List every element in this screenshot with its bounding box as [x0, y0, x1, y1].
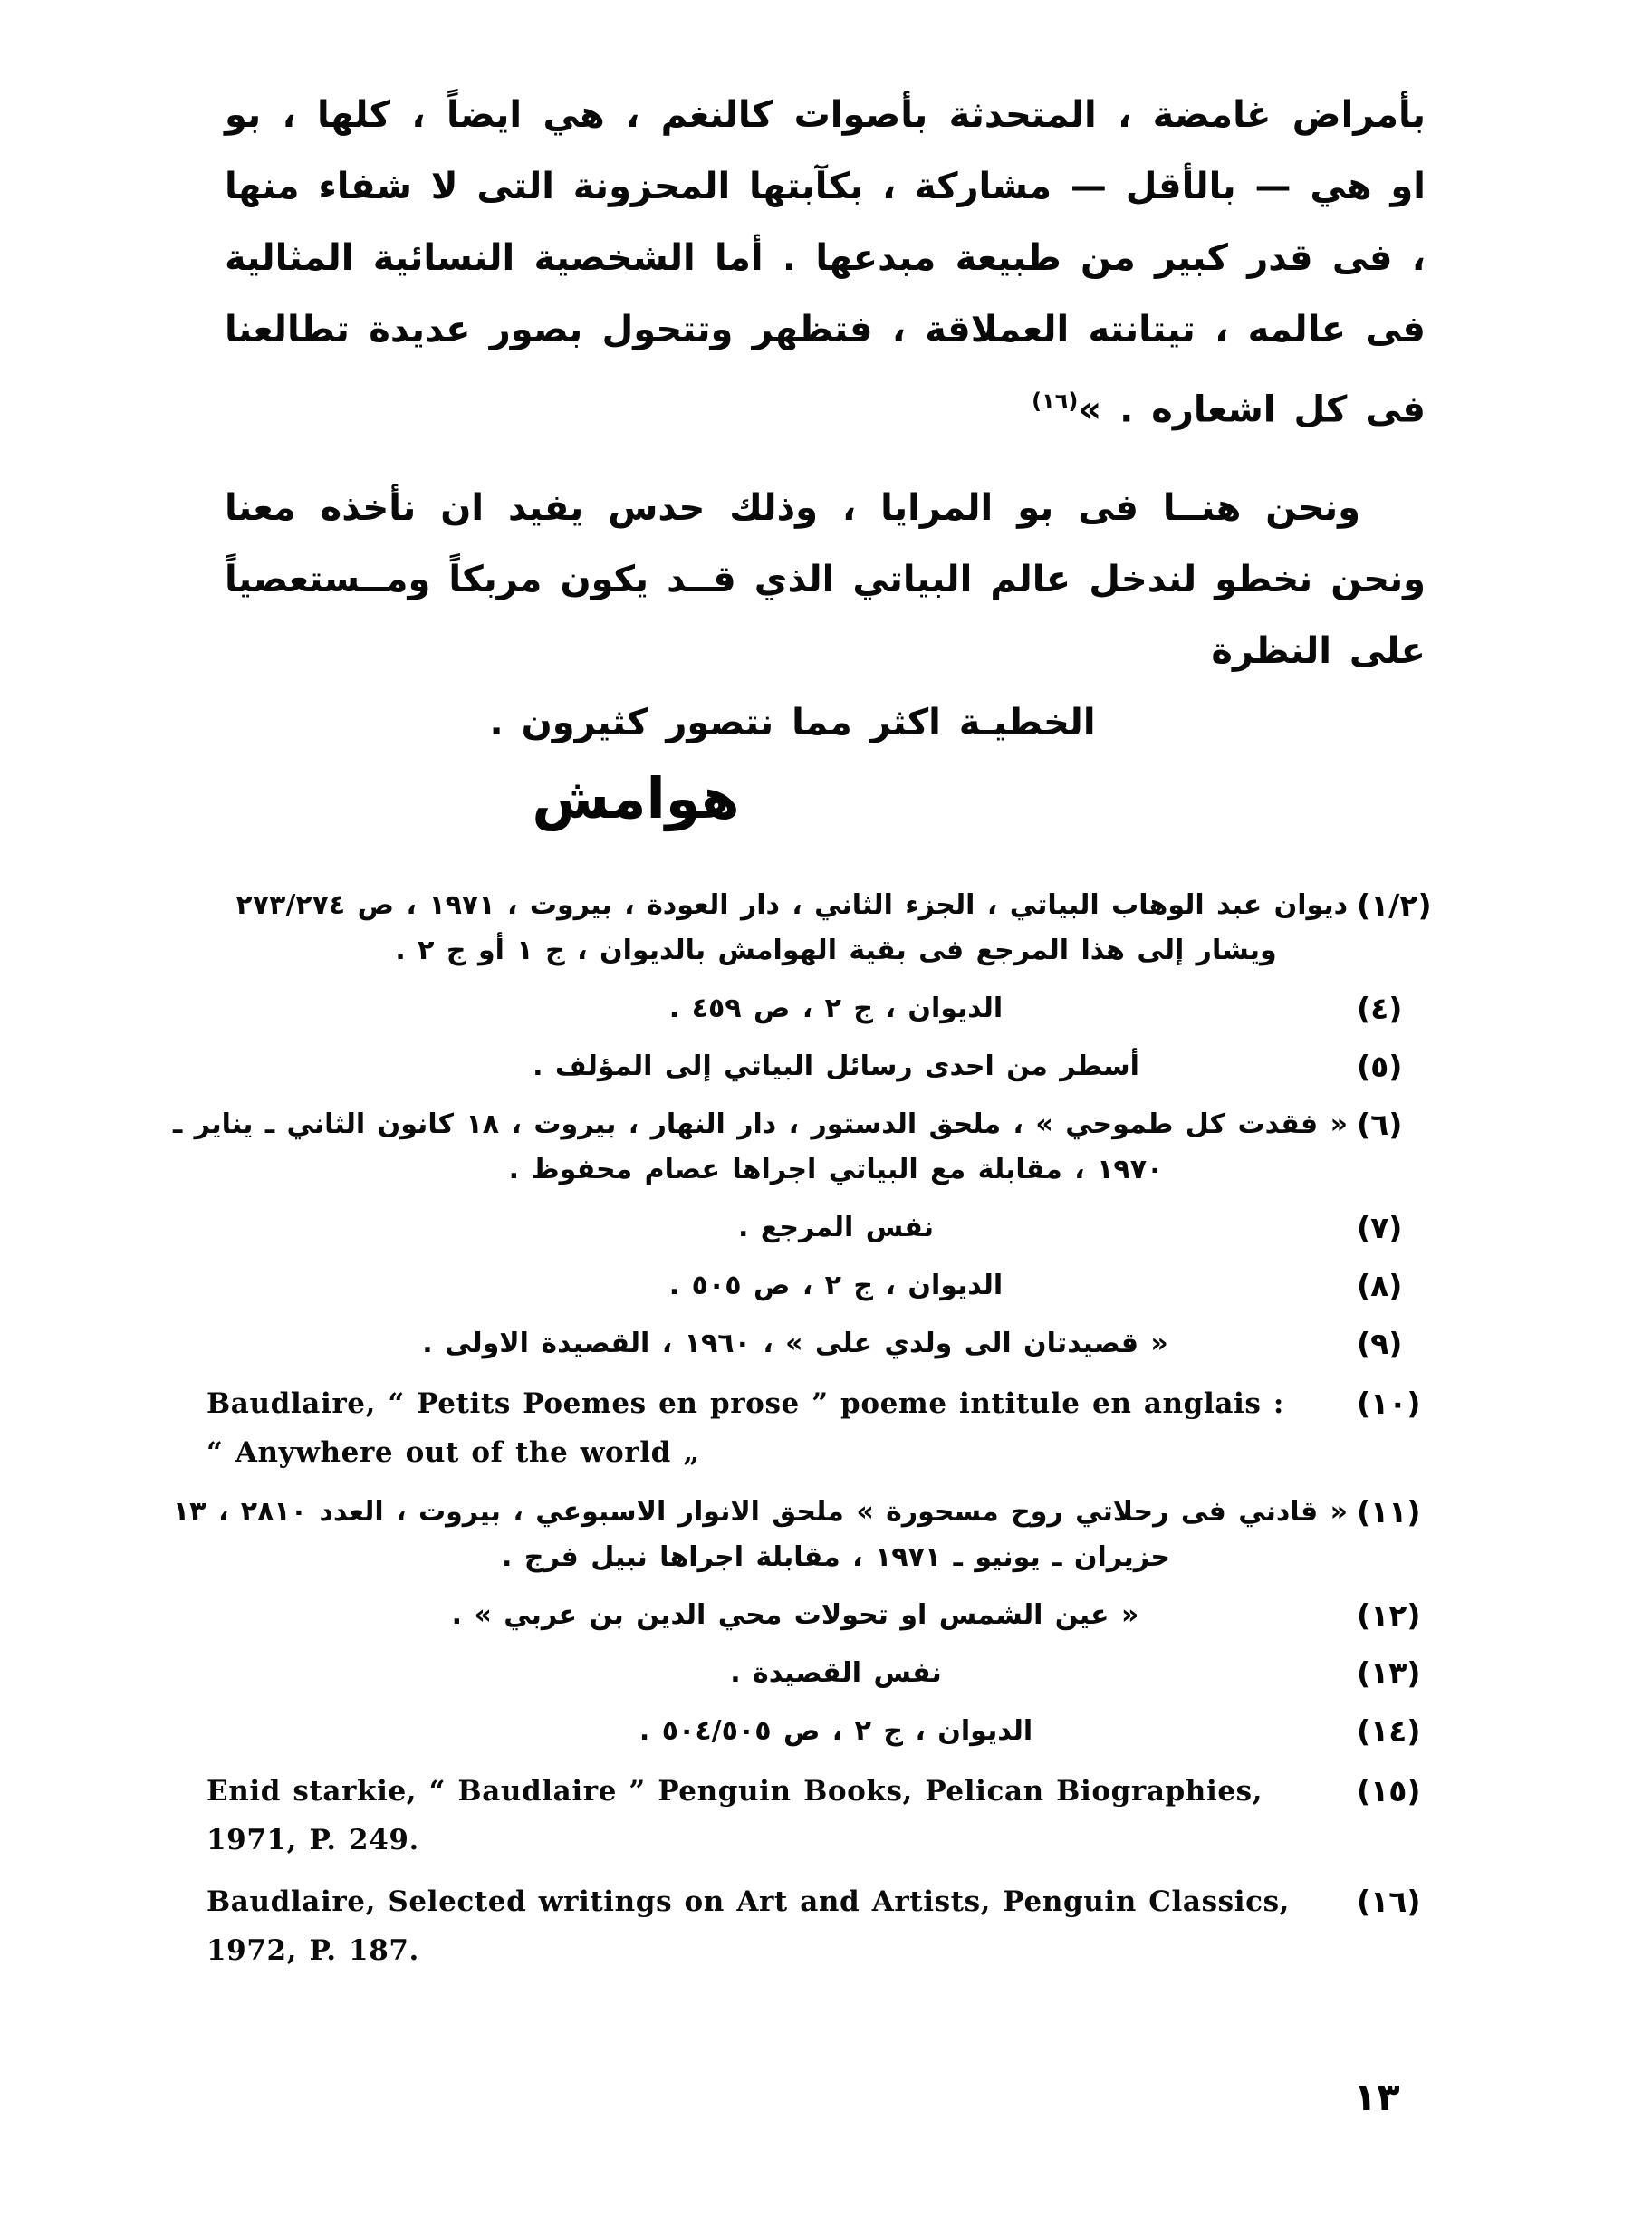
footnote-item: [206, 1044, 1444, 1089]
footnote-body: [172, 1490, 1348, 1580]
footnote-line: Enid starkie, “ Baudlaire ” Penguin Books, Pelican Biographies,: [206, 1775, 1263, 1808]
footnote-item: [206, 986, 1444, 1031]
footnote-body: [206, 1593, 1348, 1638]
footnote-line: « قصيدتان الى ولدي على » ، ١٩٦٠ ، القصيدة الاولى .: [422, 1328, 1168, 1359]
footnote-marker: (٤): [1357, 991, 1403, 1026]
footnote-item: [206, 1877, 1444, 1975]
footnote-marker: (١١): [1357, 1494, 1421, 1530]
footnote-item: [206, 1709, 1444, 1754]
footnote-line: ١٩٧٠ ، مقابلة مع البياتي اجراها عصام محفوظ .: [508, 1154, 1164, 1185]
footnote-marker: (٨): [1357, 1268, 1403, 1303]
footnote-item: [206, 1379, 1444, 1477]
paragraph-commentary-line-2: نخطو لندخل عالم البياتي الذي قــد يكون مربكاً ومــستعصياً على النظرة: [225, 559, 1426, 673]
footnote-marker: (١٣): [1357, 1655, 1421, 1691]
paragraph-quotation: [225, 80, 1426, 446]
footnote-line: Baudlaire, “ Petits Poemes en prose ” poeme intitule en anglais :: [206, 1387, 1284, 1420]
footnote-line: الديوان ، ج ٢ ، ص ٥٠٥ .: [668, 1270, 1004, 1301]
footnote-line: الديوان ، ج ٢ ، ص ٥٠٤/٥٠٥ .: [639, 1715, 1033, 1747]
footnote-line: نفس المرجع .: [738, 1212, 934, 1243]
footnote-marker: (١/٢): [1357, 887, 1432, 923]
footnote-line: الديوان ، ج ٢ ، ص ٤٥٩ .: [668, 993, 1004, 1024]
footnote-item: [206, 1263, 1444, 1309]
footnote-marker: (١٤): [1357, 1713, 1421, 1749]
footnotes-list: [172, 883, 1444, 1988]
footnote-line: “ Anywhere out of the world „: [206, 1436, 700, 1469]
footnote-body: [206, 1044, 1348, 1089]
paragraph-commentary-line-3: الخطيـة اكثر مما نتصور كثيرون .: [489, 702, 1096, 744]
footnote-line: « عين الشمس او تحولات محي الدين بن عربي » .: [451, 1599, 1139, 1631]
footnote-body: [172, 1102, 1348, 1193]
footnote-marker: (١٥): [1357, 1773, 1421, 1808]
footnote-item: [172, 1490, 1444, 1580]
footnote-line: ديوان عبد الوهاب البياتي ، الجزء الثاني ، دار العودة ، بيروت ، ١٩٧١ ، ص ٢٧٣/٢٧٤: [235, 889, 1348, 921]
footnote-line: 1972, P. 187.: [206, 1934, 419, 1967]
footnote-item: [206, 883, 1444, 974]
footnote-marker: (٧): [1357, 1210, 1403, 1245]
footnote-body: [206, 1205, 1348, 1251]
footnote-body: [206, 1767, 1348, 1865]
footnote-line: حزيران ـ يونيو ـ ١٩٧١ ، مقابلة اجراها نبيل فرج .: [501, 1541, 1170, 1573]
footnote-line: ويشار إلى هذا المرجع فى بقية الهوامش بالديوان ، ج ١ أو ج ٢ .: [395, 935, 1277, 966]
paragraph-commentary: [225, 473, 1426, 759]
footnote-line: « قادني فى رحلاتي روح مسحورة » ملحق الانوار الاسبوعي ، بيروت ، العدد ٢٨١٠ ، ١٣: [172, 1496, 1348, 1528]
footnote-marker: (٥): [1357, 1049, 1403, 1084]
footnote-item: [206, 1593, 1444, 1638]
footnote-body: [206, 986, 1348, 1031]
footnote-item: [206, 1767, 1444, 1865]
footnote-marker: (١٠): [1357, 1386, 1421, 1421]
footnote-item: [172, 1102, 1444, 1193]
footnote-item: [206, 1321, 1444, 1367]
section-heading-footnotes: هوامش: [532, 765, 740, 831]
paragraph-quotation-text: بأمراض غامضة ، المتحدثة بأصوات كالنغم ، هي ايضاً ، كلها ، بو او هي — بالأقل — مشاركة ، بكآبتها المحزونة التى لا شفاء منها ، فى قدر كبير من طبيعة مبدعها . أما الشخصية النسائية المثالية فى عالمه ، تيتانته العملاقة ، فتظهر وتتحول بصور عديدة تطالعنا فى كل اشعاره . »: [225, 94, 1426, 431]
footnote-item: [206, 1651, 1444, 1696]
paragraph-commentary-line-1: ونحن هنــا فى بو المرايا ، وذلك حدس يفيد ان نأخذه معنا ونحن: [225, 487, 1426, 601]
footnote-line: أسطر من احدى رسائل البياتي إلى المؤلف .: [533, 1050, 1139, 1082]
footnote-body: [206, 1877, 1348, 1975]
footnote-item: [206, 1205, 1444, 1251]
body-text-region: [225, 80, 1426, 759]
footnote-marker: (٩): [1357, 1326, 1403, 1361]
footnote-line: « فقدت كل طموحي » ، ملحق الدستور ، دار النهار ، بيروت ، ١٨ كانون الثاني ـ يناير ـ: [172, 1108, 1348, 1140]
footnote-body: [206, 883, 1348, 974]
footnote-line: Baudlaire, Selected writings on Art and Artists, Penguin Classics,: [206, 1885, 1291, 1918]
footnote-marker: (١٦): [1357, 1884, 1421, 1919]
footnote-line: 1971, P. 249.: [206, 1824, 419, 1856]
footnote-marker: (٦): [1357, 1107, 1403, 1142]
footnote-reference-marker: (١٦): [1032, 388, 1079, 414]
page-number: ١٣: [1353, 2075, 1400, 2119]
footnote-marker: (١٢): [1357, 1597, 1421, 1633]
footnote-body: [206, 1263, 1348, 1309]
footnote-body: [206, 1321, 1348, 1367]
footnote-body: [206, 1379, 1348, 1477]
footnote-line: نفس القصيدة .: [730, 1657, 942, 1689]
footnote-body: [206, 1651, 1348, 1696]
footnote-body: [206, 1709, 1348, 1754]
